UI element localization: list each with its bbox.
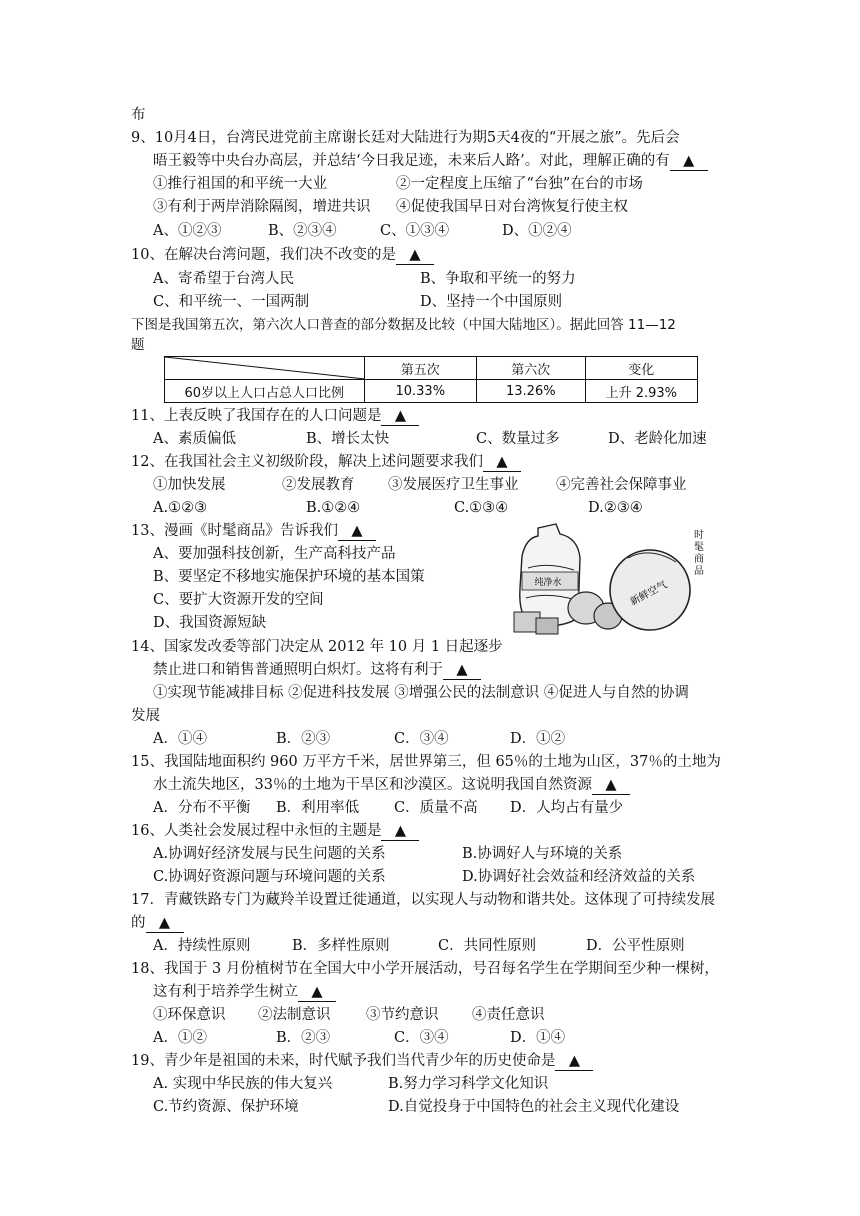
q9-option-b[interactable]: B、②③④: [268, 223, 337, 239]
q16-option-b[interactable]: B.协调好人与环境的关系: [462, 846, 623, 862]
answer-blank[interactable]: ▲: [146, 914, 184, 933]
q11-option-a[interactable]: A、素质偏低: [153, 431, 236, 447]
q13-option-b[interactable]: B、要坚定不移地实施保护环境的基本国策: [153, 569, 425, 585]
table-header-sixth: 第六次: [477, 357, 586, 380]
q18-stem-line2: 这有利于培养学生树立 ▲: [153, 981, 336, 1003]
q18-item-1: ①环保意识: [153, 1007, 226, 1023]
table-cell-change: 上升 2.93%: [585, 380, 697, 403]
q17-option-b[interactable]: B．多样性原则: [292, 938, 390, 954]
table-cell-fifth: 10.33%: [364, 380, 477, 403]
q14-stem-line1: 14、国家发改委等部门决定从 2012 年 10 月 1 日起逐步: [131, 639, 503, 655]
q13-stem: 13、漫画《时髦商品》告诉我们 ▲: [131, 520, 376, 542]
table-intro-line1: 下图是我国第五次，第六次人口普查的部分数据及比较（中国大陆地区）。据此回答 11—12: [131, 317, 676, 333]
title-char: 品: [694, 566, 704, 577]
q15-option-a[interactable]: A．分布不平衡: [153, 800, 251, 816]
q14-items-wrap: 发展: [131, 708, 160, 724]
q12-stem: 12、在我国社会主义初级阶段，解决上述问题要求我们 ▲: [131, 451, 521, 473]
q12-item-4: ④完善社会保障事业: [556, 477, 687, 493]
q9-option-a[interactable]: A、①②③: [153, 223, 222, 239]
q10-stem: 10、在解决台湾问题，我们决不改变的是 ▲: [131, 244, 434, 266]
q18-item-2: ②法制意识: [258, 1007, 331, 1023]
answer-blank[interactable]: ▲: [338, 522, 376, 541]
q15-option-d[interactable]: D．人均占有量少: [510, 800, 624, 816]
q9-option-d[interactable]: D、①②④: [502, 223, 572, 239]
q9-stem-line2: 晤王毅等中央台办高层，并总结‘今日我足迹，未来后人路’。对此，理解正确的有 ▲: [153, 150, 708, 172]
q9-item-3: ③有利于两岸消除隔阂，增进共识: [153, 199, 371, 215]
q10-option-c[interactable]: C、和平统一、一国两制: [153, 294, 310, 310]
q17-stem-line2: 的 ▲: [131, 912, 184, 934]
q18-option-a[interactable]: A．①②: [153, 1030, 207, 1046]
q10-option-d[interactable]: D、坚持一个中国原则: [420, 294, 563, 310]
q14-option-a[interactable]: A．①④: [153, 731, 207, 747]
q17-option-a[interactable]: A．持续性原则: [153, 938, 251, 954]
q17-option-c[interactable]: C．共同性原则: [438, 938, 537, 954]
cartoon-title: [694, 528, 707, 577]
cartoon-illustration: [508, 518, 708, 636]
q13-option-c[interactable]: C、要扩大资源开发的空间: [153, 592, 324, 608]
q9-option-c[interactable]: C、①③④: [380, 223, 450, 239]
q15-stem-line2: 水土流失地区，33％的土地为干旱区和沙漠区。这说明我国自然资源 ▲: [153, 774, 630, 796]
q12-item-2: ②发展教育: [282, 477, 355, 493]
q18-item-3: ③节约意识: [366, 1007, 439, 1023]
bottle-label: 纯净水: [534, 578, 562, 588]
bag-label: 新鲜空气: [628, 579, 670, 609]
q17-stem-line1: 17．青藏铁路专门为藏羚羊设置迁徙通道，以实现人与动物和谐共处。这体现了可持续发展: [131, 892, 715, 908]
q16-option-a[interactable]: A.协调好经济发展与民生问题的关系: [153, 846, 386, 862]
q12-item-3: ③发展医疗卫生事业: [388, 477, 519, 493]
answer-blank[interactable]: ▲: [381, 407, 419, 426]
q9-item-1: ①推行祖国的和平统一大业: [153, 176, 327, 192]
answer-blank[interactable]: ▲: [483, 453, 521, 472]
q14-option-c[interactable]: C．③④: [394, 731, 449, 747]
answer-blank[interactable]: ▲: [396, 246, 434, 265]
q18-item-4: ④责任意识: [472, 1007, 545, 1023]
q11-stem: 11、上表反映了我国存在的人口问题是 ▲: [131, 405, 419, 427]
title-char: 髦: [694, 542, 704, 553]
q13-option-d[interactable]: D、我国资源短缺: [153, 615, 267, 631]
title-char: 商: [694, 554, 704, 565]
q12-option-d[interactable]: D.②③④: [588, 500, 643, 516]
q12-option-c[interactable]: C.①③④: [454, 500, 509, 516]
q11-option-b[interactable]: B、增长太快: [306, 431, 390, 447]
table-cell-label: 60岁以上人口占总人口比例: [165, 380, 365, 403]
q16-option-d[interactable]: D.协调好社会效益和经济效益的关系: [462, 869, 696, 885]
q19-option-d[interactable]: D.自觉投身于中国特色的社会主义现代化建设: [388, 1099, 680, 1115]
answer-blank[interactable]: ▲: [298, 983, 336, 1002]
answer-blank[interactable]: ▲: [555, 1052, 593, 1071]
table-header-row: [165, 357, 698, 380]
q11-option-c[interactable]: C、数量过多: [476, 431, 560, 447]
q9-item-2: ②一定程度上压缩了“台独”在台的市场: [396, 176, 643, 192]
census-table: [164, 356, 698, 403]
q14-stem-line2: 禁止进口和销售普通照明白炽灯。这将有利于 ▲: [153, 659, 481, 681]
q12-item-1: ①加快发展: [153, 477, 226, 493]
q14-option-d[interactable]: D．①②: [510, 731, 566, 747]
q18-option-c[interactable]: C．③④: [394, 1030, 449, 1046]
q19-stem: 19、青少年是祖国的未来，时代赋予我们当代青少年的历史使命是 ▲: [131, 1050, 593, 1072]
q18-option-b[interactable]: B．②③: [276, 1030, 331, 1046]
q9-item-4: ④促使我国早日对台湾恢复行使主权: [396, 199, 628, 215]
table-header-fifth: 第五次: [364, 357, 477, 380]
q12-option-b[interactable]: B.①②④: [306, 500, 361, 516]
q10-option-a[interactable]: A、寄希望于台湾人民: [153, 271, 294, 287]
table-header-change: 变化: [585, 357, 697, 380]
q18-option-d[interactable]: D．①④: [510, 1030, 566, 1046]
q14-option-b[interactable]: B．②③: [276, 731, 331, 747]
table-cell-sixth: 13.26%: [477, 380, 586, 403]
q19-option-b[interactable]: B.努力学习科学文化知识: [388, 1076, 549, 1092]
table-intro-line2: 题: [131, 337, 145, 353]
answer-blank[interactable]: ▲: [592, 776, 630, 795]
q14-items: ①实现节能减排目标 ②促进科技发展 ③增强公民的法制意识 ④促进人与自然的协调: [153, 685, 689, 701]
q17-option-d[interactable]: D．公平性原则: [586, 938, 685, 954]
q11-option-d[interactable]: D、老龄化加速: [608, 431, 707, 447]
answer-blank[interactable]: ▲: [381, 822, 419, 841]
answer-blank[interactable]: ▲: [443, 661, 481, 680]
q10-option-b[interactable]: B、争取和平统一的努力: [420, 271, 576, 287]
q9-stem-line1: 9、10月4日，台湾民进党前主席谢长廷对大陆进行为期5天4夜的“开展之旅”。先后会: [131, 130, 680, 146]
table-row: [165, 380, 698, 403]
q18-stem-line1: 18、我国于 3 月份植树节在全国大中小学开展活动，号召每名学生在学期间至少种一棵树，: [131, 961, 719, 977]
q15-option-b[interactable]: B．利用率低: [276, 800, 360, 816]
q16-stem: 16、人类社会发展过程中永恒的主题是 ▲: [131, 820, 419, 842]
continued-fragment: 布: [131, 107, 146, 123]
q13-option-a[interactable]: A、要加强科技创新，生产高科技产品: [153, 546, 396, 562]
q19-option-a[interactable]: A. 实现中华民族的伟大复兴: [153, 1076, 333, 1092]
q19-option-c[interactable]: C.节约资源、保护环境: [153, 1099, 299, 1115]
q15-option-c[interactable]: C．质量不高: [394, 800, 478, 816]
q15-stem-line1: 15、我国陆地面积约 960 万平方千米，居世界第三，但 65％的土地为山区，37％的土地为: [131, 754, 721, 770]
diagonal-line: [165, 357, 365, 379]
q16-option-c[interactable]: C.协调好资源问题与环境问题的关系: [153, 869, 386, 885]
answer-blank[interactable]: ▲: [670, 152, 708, 171]
diagonal-header-cell: [165, 357, 365, 380]
q12-option-a[interactable]: A.①②③: [153, 500, 208, 516]
title-char: 时: [694, 530, 704, 541]
